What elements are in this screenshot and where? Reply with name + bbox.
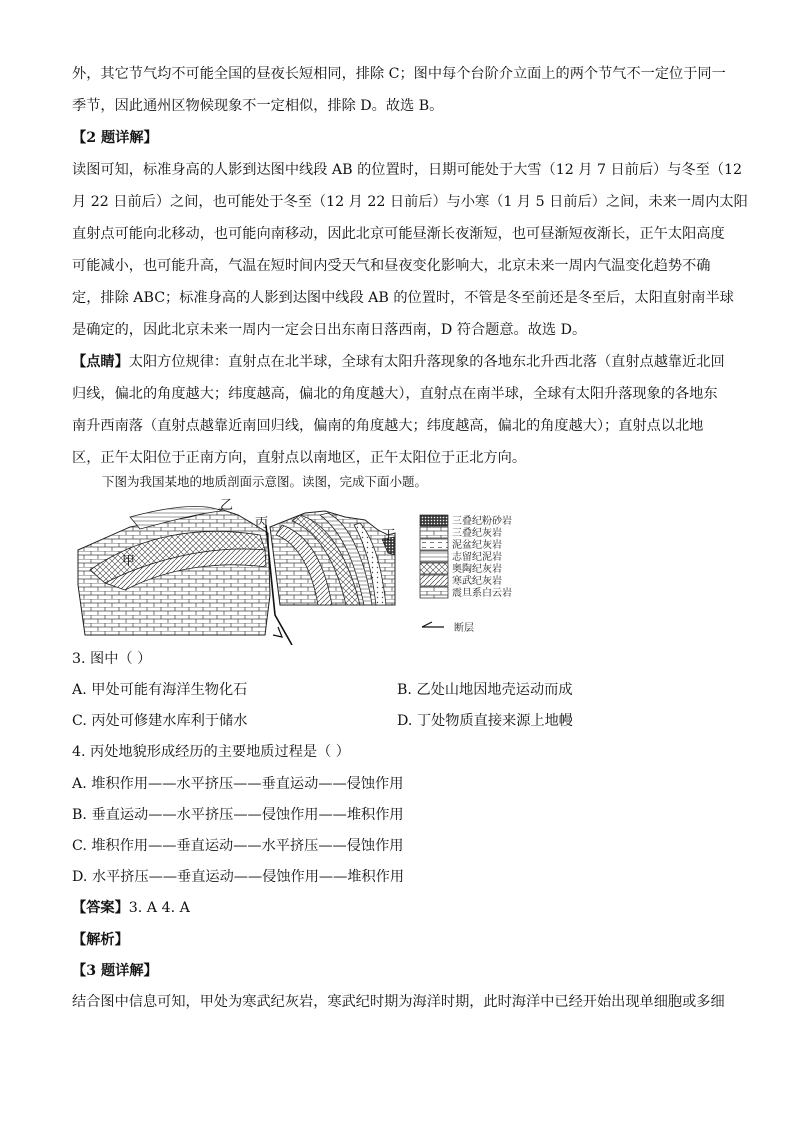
text-line: 季节，因此通州区物候现象不一定相似，排除 D。故选 B。	[72, 98, 444, 114]
label-yi: 乙	[220, 498, 234, 513]
text-line: 外，其它节气均不可能全国的昼夜长短相同，排除 C；图中每个台阶介立面上的两个节气不一定位于同一	[72, 66, 726, 82]
legend-label: 三叠纪灰岩	[452, 528, 502, 539]
label-bing: 丙	[255, 516, 269, 531]
legend-label: 断层	[454, 623, 474, 634]
legend-swatch	[420, 563, 448, 574]
figure-legend	[420, 514, 512, 634]
text-line: 归线，偏北的角度越大；纬度越高，偏北的角度越大），直射点在南半球，全球有太阳升落现象的各地东	[72, 386, 718, 402]
q3-option-c: C. 丙处可修建水库利于储水	[72, 713, 248, 729]
section-heading: 【点睛】	[72, 354, 129, 370]
q4-option-b: B. 垂直运动——水平挤压——侵蚀作用——堆积作用	[72, 807, 404, 823]
legend-label: 寒武纪灰岩	[452, 576, 502, 587]
label-ding: 丁	[382, 528, 396, 543]
text-line: 区，正午太阳位于正南方向，直射点以南地区，正午太阳位于正北方向。	[72, 450, 527, 466]
section-heading: 【3 题详解】	[72, 963, 158, 979]
section-heading: 【2 题详解】	[72, 130, 158, 146]
legend-label: 泥盆纪灰岩	[452, 540, 502, 551]
text-line: 读图可知，标准身高的人影到达图中线段 AB 的位置时，日期可能处于大雪（12 月 7 日前后）与冬至（12	[72, 162, 743, 178]
geologic-section-figure	[70, 495, 540, 645]
q4-option-a: A. 堆积作用——水平挤压——垂直运动——侵蚀作用	[72, 776, 404, 792]
legend-label: 奥陶纪灰岩	[452, 564, 502, 575]
answer-line	[72, 898, 190, 918]
figure-caption: 下图为我国某地的地质剖面示意图。读图，完成下面小题。	[102, 474, 428, 489]
legend-swatch	[420, 515, 448, 526]
answer-text: 3. A 4. A	[128, 900, 190, 916]
q3-option-b: B. 乙处山地因地壳运动而成	[397, 682, 573, 698]
q3-option-d: D. 丁处物质直接来源上地幔	[397, 713, 573, 729]
label-jia: 甲	[122, 554, 136, 569]
text-span: 太阳方位规律：直射点在北半球，全球有太阳升落现象的各地东北升西北落（直射点越靠近北回	[128, 354, 725, 370]
legend-swatch	[420, 575, 448, 586]
legend-label: 震旦系白云岩	[452, 588, 512, 599]
question-stem: 4. 丙处地貌形成经历的主要地质过程是（ ）	[72, 744, 350, 760]
legend-label: 志留纪泥岩	[452, 552, 502, 563]
q4-option-d: D. 水平挤压——垂直运动——侵蚀作用——堆积作用	[72, 869, 405, 885]
analysis-heading: 【解析】	[72, 932, 129, 948]
text-line: 结合图中信息可知，甲处为寒武纪灰岩，寒武纪时期为海洋时期，此时海洋中已经开始出现单细胞或多细	[72, 994, 725, 1010]
text-line: 南升西南落（直射点越靠近南回归线，偏南的角度越大；纬度越高，偏北的角度越大）；直射点以北地	[72, 418, 704, 434]
answer-heading: 【答案】	[72, 900, 129, 916]
text-line: 月 22 日前后）之间，也可能处于冬至（12 月 22 日前后）与小寒（1 月 5 日前后）之间，未来一周内太阳	[72, 194, 748, 210]
text-line: 定，排除 ABC；标准身高的人影到达图中线段 AB 的位置时，不管是冬至前还是冬至后，太阳直射南半球	[72, 290, 734, 306]
text-line: 是确定的，因此北京未来一周内一定会日出东南日落西南，D 符合题意。故选 D。	[72, 322, 587, 338]
text-line: 直射点可能向北移动，也可能向南移动，因此北京可能昼渐长夜渐短，也可昼渐短夜渐长，正午太阳高度	[72, 226, 725, 242]
legend-label: 三叠纪粉砂岩	[452, 516, 512, 527]
q3-option-a: A. 甲处可能有海洋生物化石	[72, 682, 248, 698]
fault-arrow	[273, 627, 282, 637]
text-line	[72, 352, 725, 372]
legend-swatch	[420, 587, 448, 598]
question-stem: 3. 图中（ ）	[72, 651, 152, 667]
legend-swatch	[420, 539, 448, 550]
legend-fault-symbol	[422, 622, 444, 627]
q4-option-c: C. 堆积作用——垂直运动——水平挤压——侵蚀作用	[72, 838, 404, 854]
legend-swatch	[420, 551, 448, 562]
text-line: 可能减小，也可能升高，气温在短时间内受天气和昼夜变化影响大，北京未来一周内气温变化趋势不确	[72, 258, 711, 274]
legend-swatch	[420, 527, 448, 538]
